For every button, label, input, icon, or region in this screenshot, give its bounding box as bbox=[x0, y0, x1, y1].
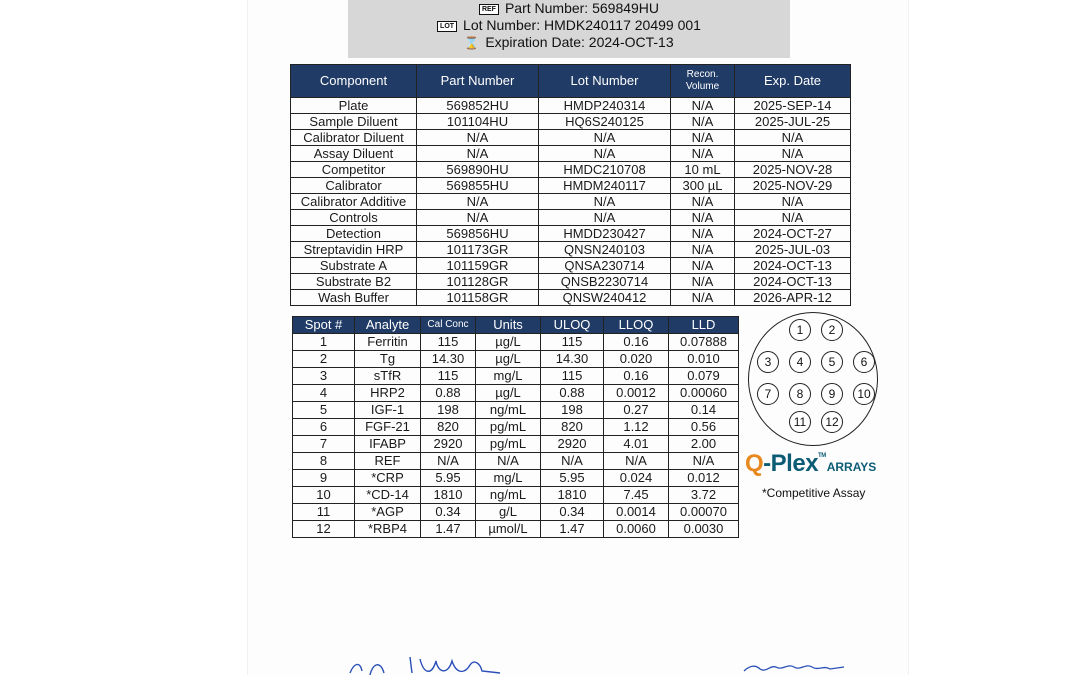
spot-cell: 0.020 bbox=[604, 351, 669, 368]
spot-row bbox=[293, 351, 739, 368]
spot-cell: 2920 bbox=[421, 436, 476, 453]
spot-cell: 820 bbox=[541, 419, 604, 436]
spot-cell: 0.0014 bbox=[604, 504, 669, 521]
component-cell: 569856HU bbox=[417, 226, 539, 242]
spot-cell: 0.88 bbox=[421, 385, 476, 402]
component-cell: N/A bbox=[417, 146, 539, 162]
spot-cell: pg/mL bbox=[476, 419, 541, 436]
component-cell: Sample Diluent bbox=[291, 114, 417, 130]
spot-row bbox=[293, 504, 739, 521]
component-row bbox=[291, 290, 851, 306]
spot-cell: pg/mL bbox=[476, 436, 541, 453]
spot-row bbox=[293, 453, 739, 470]
spot-cell: µg/L bbox=[476, 351, 541, 368]
component-cell: QNSW240412 bbox=[539, 290, 671, 306]
plate-well: 8 bbox=[789, 383, 811, 405]
plate-well: 10 bbox=[853, 383, 875, 405]
component-row bbox=[291, 274, 851, 290]
spot-cell: 0.024 bbox=[604, 470, 669, 487]
hourglass-icon: ⌛ bbox=[464, 36, 480, 50]
spot-cell: N/A bbox=[541, 453, 604, 470]
column-header: ULOQ bbox=[541, 317, 604, 334]
column-header: Recon. Volume bbox=[671, 65, 735, 98]
component-cell: Calibrator bbox=[291, 178, 417, 194]
component-cell: N/A bbox=[417, 194, 539, 210]
component-cell: 2024-OCT-13 bbox=[735, 274, 851, 290]
component-cell: 101104HU bbox=[417, 114, 539, 130]
spot-cell: 3 bbox=[293, 368, 355, 385]
spot-cell: 2 bbox=[293, 351, 355, 368]
spot-cell: 5.95 bbox=[421, 470, 476, 487]
component-row bbox=[291, 114, 851, 130]
plate-well: 11 bbox=[789, 411, 811, 433]
component-cell: Competitor bbox=[291, 162, 417, 178]
kit-header bbox=[348, 0, 790, 58]
component-cell: 2024-OCT-13 bbox=[735, 258, 851, 274]
spot-cell: 0.0012 bbox=[604, 385, 669, 402]
component-cell: HMDD230427 bbox=[539, 226, 671, 242]
spot-cell: 115 bbox=[421, 334, 476, 351]
column-header: Part Number bbox=[417, 65, 539, 98]
component-cell: N/A bbox=[671, 290, 735, 306]
component-cell: Controls bbox=[291, 210, 417, 226]
component-cell: QNSB2230714 bbox=[539, 274, 671, 290]
spot-cell: µmol/L bbox=[476, 521, 541, 538]
spot-cell: 0.34 bbox=[541, 504, 604, 521]
spot-cell: IGF-1 bbox=[355, 402, 421, 419]
component-cell: 2025-JUL-03 bbox=[735, 242, 851, 258]
spot-cell: 14.30 bbox=[541, 351, 604, 368]
spot-cell: IFABP bbox=[355, 436, 421, 453]
component-cell: Plate bbox=[291, 98, 417, 114]
spot-cell: 198 bbox=[541, 402, 604, 419]
column-header: Analyte bbox=[355, 317, 421, 334]
component-cell: Wash Buffer bbox=[291, 290, 417, 306]
spot-cell: 1 bbox=[293, 334, 355, 351]
spot-cell: 7.45 bbox=[604, 487, 669, 504]
component-cell: 10 mL bbox=[671, 162, 735, 178]
component-cell: N/A bbox=[671, 98, 735, 114]
spot-cell: 1.47 bbox=[541, 521, 604, 538]
column-header: Component bbox=[291, 65, 417, 98]
plate-well: 5 bbox=[821, 351, 843, 373]
plate-well: 2 bbox=[821, 319, 843, 341]
spot-cell: 9 bbox=[293, 470, 355, 487]
spot-cell: 10 bbox=[293, 487, 355, 504]
component-cell: HMDM240117 bbox=[539, 178, 671, 194]
column-header: LLOQ bbox=[604, 317, 669, 334]
spot-cell: N/A bbox=[421, 453, 476, 470]
component-cell: N/A bbox=[417, 130, 539, 146]
column-header: LLD bbox=[669, 317, 739, 334]
spot-cell: mg/L bbox=[476, 368, 541, 385]
component-cell: N/A bbox=[671, 114, 735, 130]
spot-row bbox=[293, 470, 739, 487]
spot-cell: 1.47 bbox=[421, 521, 476, 538]
component-cell: 2025-JUL-25 bbox=[735, 114, 851, 130]
lot-number-line: LOT Lot Number: HMDK240117 20499 001 bbox=[348, 17, 790, 33]
spot-cell: 5 bbox=[293, 402, 355, 419]
spot-cell: g/L bbox=[476, 504, 541, 521]
component-cell: N/A bbox=[735, 194, 851, 210]
component-cell: N/A bbox=[417, 210, 539, 226]
component-cell: 569890HU bbox=[417, 162, 539, 178]
spot-cell: REF bbox=[355, 453, 421, 470]
component-cell: N/A bbox=[671, 274, 735, 290]
spot-cell: HRP2 bbox=[355, 385, 421, 402]
column-header: Exp. Date bbox=[735, 65, 851, 98]
lot-symbol: LOT bbox=[437, 21, 457, 32]
handwritten-initials-right bbox=[740, 655, 860, 675]
components-header-row bbox=[291, 65, 851, 98]
component-cell: N/A bbox=[735, 146, 851, 162]
component-cell: Streptavidin HRP bbox=[291, 242, 417, 258]
column-header: Lot Number bbox=[539, 65, 671, 98]
component-row bbox=[291, 258, 851, 274]
spot-cell: Ferritin bbox=[355, 334, 421, 351]
spot-cell: 0.0030 bbox=[669, 521, 739, 538]
spot-cell: N/A bbox=[669, 453, 739, 470]
spot-cell: 7 bbox=[293, 436, 355, 453]
spot-cell: 115 bbox=[541, 368, 604, 385]
spot-row bbox=[293, 334, 739, 351]
spot-cell: 0.88 bbox=[541, 385, 604, 402]
spot-cell: 1.12 bbox=[604, 419, 669, 436]
spot-row bbox=[293, 402, 739, 419]
spot-row bbox=[293, 419, 739, 436]
spot-row bbox=[293, 436, 739, 453]
plate-well: 3 bbox=[757, 351, 779, 373]
spot-cell: *CD-14 bbox=[355, 487, 421, 504]
component-cell: 101159GR bbox=[417, 258, 539, 274]
spot-cell: 2920 bbox=[541, 436, 604, 453]
spot-cell: 6 bbox=[293, 419, 355, 436]
spot-cell: 820 bbox=[421, 419, 476, 436]
competitive-assay-footnote: *Competitive Assay bbox=[762, 486, 866, 500]
component-row bbox=[291, 130, 851, 146]
spot-cell: µg/L bbox=[476, 385, 541, 402]
spot-cell: 0.00060 bbox=[669, 385, 739, 402]
spot-cell: 0.56 bbox=[669, 419, 739, 436]
spot-cell: ng/mL bbox=[476, 487, 541, 504]
spot-cell: 8 bbox=[293, 453, 355, 470]
spot-cell: *RBP4 bbox=[355, 521, 421, 538]
column-header: Spot # bbox=[293, 317, 355, 334]
spot-cell: 115 bbox=[541, 334, 604, 351]
component-cell: HMDP240314 bbox=[539, 98, 671, 114]
spot-cell: 0.012 bbox=[669, 470, 739, 487]
spot-cell: 115 bbox=[421, 368, 476, 385]
component-cell: 101158GR bbox=[417, 290, 539, 306]
plate-well: 1 bbox=[789, 319, 811, 341]
spot-cell: 0.079 bbox=[669, 368, 739, 385]
spot-cell: sTfR bbox=[355, 368, 421, 385]
expiration-line: ⌛ Expiration Date: 2024-OCT-13 bbox=[464, 34, 674, 50]
component-cell: 101173GR bbox=[417, 242, 539, 258]
spot-cell: 3.72 bbox=[669, 487, 739, 504]
component-cell: 2026-APR-12 bbox=[735, 290, 851, 306]
component-cell: N/A bbox=[539, 130, 671, 146]
component-cell: N/A bbox=[671, 194, 735, 210]
component-cell: N/A bbox=[671, 130, 735, 146]
spot-cell: 5.95 bbox=[541, 470, 604, 487]
spot-cell: FGF-21 bbox=[355, 419, 421, 436]
spot-cell: Tg bbox=[355, 351, 421, 368]
component-cell: N/A bbox=[735, 210, 851, 226]
component-cell: HQ6S240125 bbox=[539, 114, 671, 130]
component-row bbox=[291, 146, 851, 162]
plate-well-diagram bbox=[748, 312, 878, 446]
component-cell: N/A bbox=[671, 210, 735, 226]
component-cell: 569852HU bbox=[417, 98, 539, 114]
spot-cell: N/A bbox=[476, 453, 541, 470]
component-cell: 2024-OCT-27 bbox=[735, 226, 851, 242]
spot-cell: 14.30 bbox=[421, 351, 476, 368]
component-cell: 2025-NOV-28 bbox=[735, 162, 851, 178]
component-row bbox=[291, 98, 851, 114]
analyte-spot-table bbox=[292, 316, 739, 538]
component-cell: Calibrator Additive bbox=[291, 194, 417, 210]
spot-cell: 0.16 bbox=[604, 334, 669, 351]
spot-cell: 2.00 bbox=[669, 436, 739, 453]
component-cell: 300 µL bbox=[671, 178, 735, 194]
component-row bbox=[291, 178, 851, 194]
part-number-line: REF Part Number: 569849HU bbox=[348, 0, 790, 16]
column-header: Cal Conc bbox=[421, 317, 476, 334]
spot-cell: 4.01 bbox=[604, 436, 669, 453]
column-header: Units bbox=[476, 317, 541, 334]
component-cell: 2025-SEP-14 bbox=[735, 98, 851, 114]
spot-cell: 0.14 bbox=[669, 402, 739, 419]
component-cell: Assay Diluent bbox=[291, 146, 417, 162]
ref-symbol: REF bbox=[479, 4, 499, 15]
component-cell: HMDC210708 bbox=[539, 162, 671, 178]
components-table bbox=[290, 64, 851, 306]
spot-cell: 1810 bbox=[541, 487, 604, 504]
component-cell: QNSA230714 bbox=[539, 258, 671, 274]
spot-cell: 198 bbox=[421, 402, 476, 419]
spot-cell: 0.27 bbox=[604, 402, 669, 419]
component-cell: 569855HU bbox=[417, 178, 539, 194]
component-cell: N/A bbox=[539, 146, 671, 162]
spot-cell: ng/mL bbox=[476, 402, 541, 419]
spot-cell: 0.07888 bbox=[669, 334, 739, 351]
plate-well: 4 bbox=[789, 351, 811, 373]
spot-cell: mg/L bbox=[476, 470, 541, 487]
spot-header-row bbox=[293, 317, 739, 334]
component-cell: 101128GR bbox=[417, 274, 539, 290]
component-cell: N/A bbox=[671, 242, 735, 258]
qplex-logo: Q-Plex™ARRAYS bbox=[745, 450, 877, 477]
spot-row bbox=[293, 521, 739, 538]
component-cell: N/A bbox=[671, 146, 735, 162]
spot-cell: 0.16 bbox=[604, 368, 669, 385]
component-cell: N/A bbox=[735, 130, 851, 146]
component-cell: N/A bbox=[539, 210, 671, 226]
plate-well: 7 bbox=[757, 383, 779, 405]
plate-well: 6 bbox=[853, 351, 875, 373]
component-row bbox=[291, 242, 851, 258]
spot-cell: 12 bbox=[293, 521, 355, 538]
component-row bbox=[291, 210, 851, 226]
spot-cell: *AGP bbox=[355, 504, 421, 521]
spot-row bbox=[293, 368, 739, 385]
spot-cell: µg/L bbox=[476, 334, 541, 351]
plate-well: 12 bbox=[821, 411, 843, 433]
handwritten-signature-left bbox=[340, 655, 520, 675]
spot-row bbox=[293, 487, 739, 504]
spot-cell: 0.00070 bbox=[669, 504, 739, 521]
spot-cell: 4 bbox=[293, 385, 355, 402]
component-cell: Detection bbox=[291, 226, 417, 242]
spot-cell: *CRP bbox=[355, 470, 421, 487]
component-row bbox=[291, 162, 851, 178]
plate-well: 9 bbox=[821, 383, 843, 405]
component-cell: Calibrator Diluent bbox=[291, 130, 417, 146]
spot-cell: 11 bbox=[293, 504, 355, 521]
component-cell: 2025-NOV-29 bbox=[735, 178, 851, 194]
component-row bbox=[291, 194, 851, 210]
component-cell: N/A bbox=[671, 226, 735, 242]
component-cell: Substrate A bbox=[291, 258, 417, 274]
spot-row bbox=[293, 385, 739, 402]
component-cell: QNSN240103 bbox=[539, 242, 671, 258]
component-row bbox=[291, 226, 851, 242]
component-cell: Substrate B2 bbox=[291, 274, 417, 290]
spot-cell: 0.010 bbox=[669, 351, 739, 368]
spot-cell: N/A bbox=[604, 453, 669, 470]
component-cell: N/A bbox=[539, 194, 671, 210]
spot-cell: 0.0060 bbox=[604, 521, 669, 538]
component-cell: N/A bbox=[671, 258, 735, 274]
spot-cell: 0.34 bbox=[421, 504, 476, 521]
spot-cell: 1810 bbox=[421, 487, 476, 504]
